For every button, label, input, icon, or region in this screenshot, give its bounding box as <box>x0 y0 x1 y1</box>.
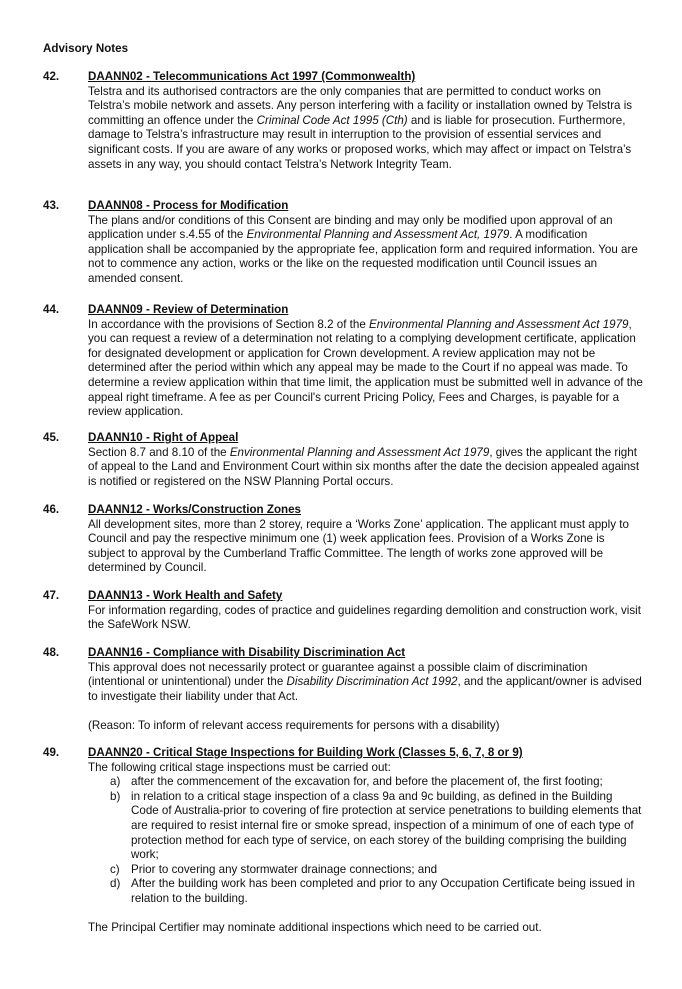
advisory-note-49 <box>43 746 643 936</box>
note-text: The following critical stage inspections must be carried out: <box>88 760 391 774</box>
inspection-list <box>88 775 643 906</box>
advisory-note-47 <box>43 589 643 633</box>
list-item-label: c) <box>110 862 120 876</box>
list-item-text: after the commencement of the excavation for, and before the placement of, the first footing; <box>131 775 603 789</box>
note-text: All development sites, more than 2 storey, require a ‘Works Zone’ application. The applicant must apply to Council and pay the respective minimum one (1) week application fees. Provision of a Works Zone is subject to approval by the Cumberland Traffic Committee. The length of works zone approved will be determined by Council. <box>88 517 629 575</box>
note-title: DAANN02 - Telecommunications Act 1997 (Commonwealth) <box>88 70 416 83</box>
list-item-text: After the building work has been completed and prior to any Occupation Certificate being issued in relation to the building. <box>131 877 635 905</box>
note-title: DAANN09 - Review of Determination <box>88 303 289 316</box>
list-item <box>88 877 643 906</box>
note-title: DAANN08 - Process for Modification <box>88 199 289 212</box>
advisory-note-45 <box>43 431 643 489</box>
advisory-note-43 <box>43 199 643 287</box>
note-number: 44. <box>43 303 60 316</box>
note-text: This approval does not necessarily protect or guarantee against a possible claim of discrimination (intentional or unintentional) under the Disability Discrimination Act 1992, and the applicant/owner is advised to investigate their liability under that Act. <box>88 660 642 703</box>
note-reason: (Reason: To inform of relevant access requirements for persons with a disability) <box>88 718 500 732</box>
section-heading: Advisory Notes <box>43 42 129 55</box>
advisory-note-44 <box>43 303 643 420</box>
note-text: Telstra and its authorised contractors are the only companies that are permitted to conduct works on Telstra’s mobile network and assets. Any person interfering with a facility or installation owned by Telstra is committing an offence under the Criminal Code Act 1995 (Cth) and is liable for prosecution. Furthermore, damage to Telstra’s infrastructure may result in interruption to the provision of essential services and significant costs. If you are aware of any works or proposed works, which may affect or impact on Telstra’s assets in any way, you should contact Telstra’s Network Integrity Team. <box>88 84 633 171</box>
list-item-label: b) <box>110 789 121 803</box>
note-text: For information regarding, codes of practice and guidelines regarding demolition and construction work, visit the SafeWork NSW. <box>88 603 641 632</box>
list-item-text: in relation to a critical stage inspection of a class 9a and 9c building, as defined in the Building Code of Australia-prior to covering of fire protection at service penetrations to building elements that are required to resist internal fire or smoke spread, inspection of a minimum of one of each type of protection method for each type of service, on each storey of the building comprising the building work; <box>131 789 642 862</box>
note-text: In accordance with the provisions of Section 8.2 of the Environmental Planning and Assessment Act 1979, you can request a review of a determination not relating to a complying development certificate, application for designated development or application for Crown development. A review application may not be determined after the period within which any appeal may be made to the Court if no appeal was made. To determine a review application within that time limit, the application must be submitted well in advance of the appeal right timeframe. A fee as per Council's current Pricing Policy, Fees and Charges, is payable for a review application. <box>88 317 643 419</box>
note-number: 47. <box>43 589 60 602</box>
note-title: DAANN10 - Right of Appeal <box>88 431 239 444</box>
advisory-note-46 <box>43 503 643 576</box>
note-number: 49. <box>43 746 60 759</box>
note-text: Section 8.7 and 8.10 of the Environmental Planning and Assessment Act 1979, gives the applicant the right of appeal to the Land and Environment Court within six months after the date the decision appealed against is notified or registered on the NSW Planning Portal occurs. <box>88 445 640 488</box>
list-item <box>88 775 643 790</box>
list-item <box>88 790 643 863</box>
note-title: DAANN13 - Work Health and Safety <box>88 589 283 602</box>
note-title: DAANN12 - Works/Construction Zones <box>88 503 302 516</box>
note-number: 42. <box>43 70 60 83</box>
note-number: 46. <box>43 503 60 516</box>
note-number: 45. <box>43 431 60 444</box>
note-number: 43. <box>43 199 60 212</box>
note-text: The plans and/or conditions of this Consent are binding and may only be modified upon approval of an application under s.4.55 of the Environmental Planning and Assessment Act, 1979. A modification application shall be accompanied by the appropriate fee, application form and required information. You are not to commence any action, works or the like on the requested modification until Council issues an amended consent. <box>88 213 638 285</box>
advisory-note-48 <box>43 646 643 734</box>
note-closing-text: The Principal Certifier may nominate additional inspections which need to be carried out. <box>88 921 542 935</box>
list-item-text: Prior to covering any stormwater drainage connections; and <box>131 862 438 876</box>
note-title: DAANN16 - Compliance with Disability Discrimination Act <box>88 646 406 659</box>
list-item-label: d) <box>110 877 121 891</box>
list-item <box>88 863 643 878</box>
list-item-label: a) <box>110 775 121 789</box>
advisory-note-42 <box>43 70 643 172</box>
note-number: 48. <box>43 646 60 659</box>
note-title: DAANN20 - Critical Stage Inspections for Building Work (Classes 5, 6, 7, 8 or 9) <box>88 746 523 759</box>
